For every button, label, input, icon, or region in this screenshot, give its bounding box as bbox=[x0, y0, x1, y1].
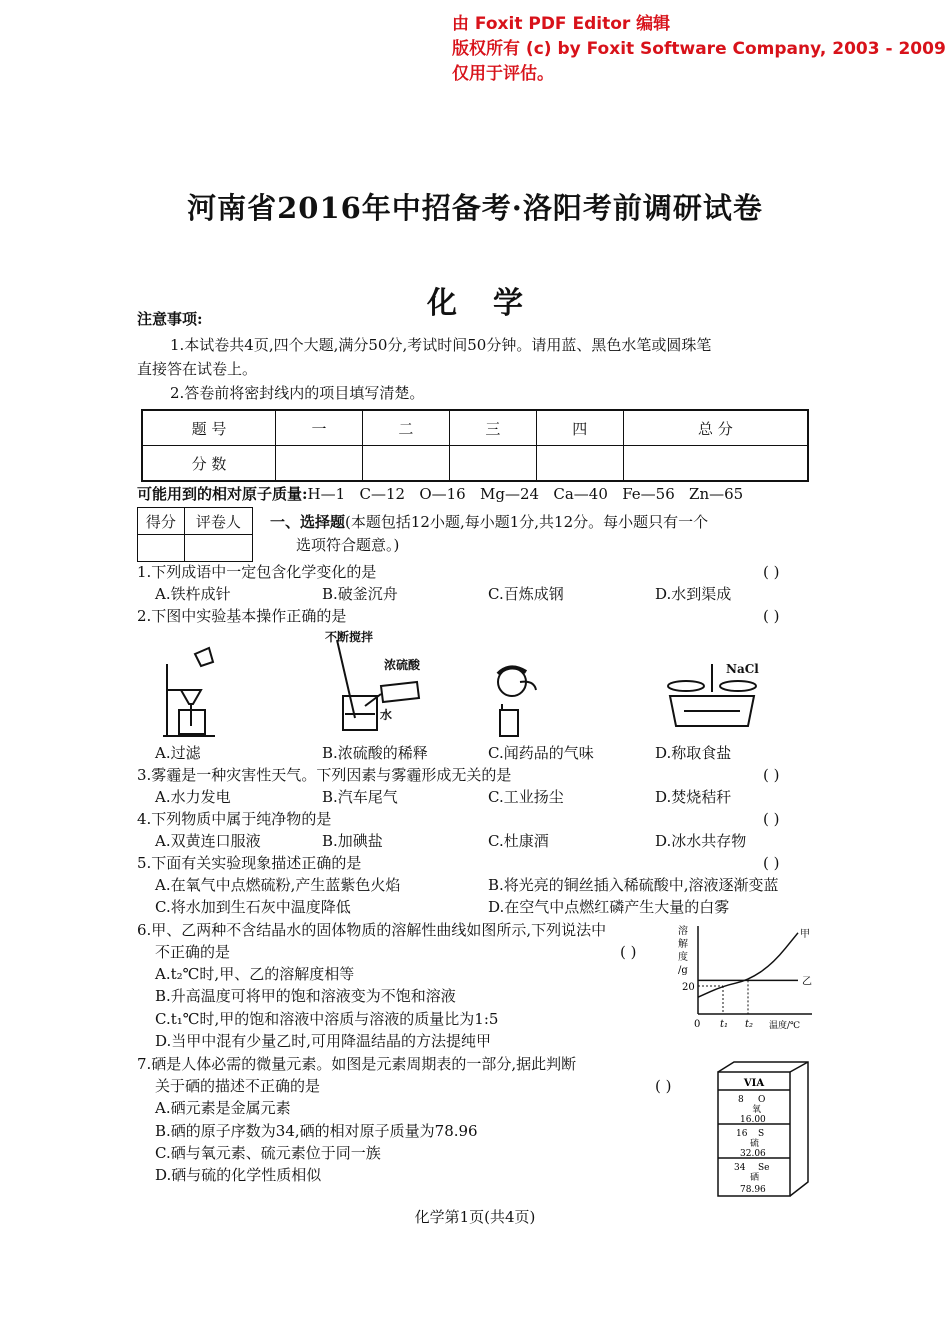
filtration-illustration bbox=[155, 640, 225, 740]
section-1-desc-b: 选项符合题意。) bbox=[296, 536, 400, 554]
sulfur-name: 硫 bbox=[750, 1139, 760, 1149]
watermark-line-3: 仅用于评估。 bbox=[452, 64, 554, 84]
score-cell[interactable] bbox=[623, 446, 808, 482]
grader-score-cell[interactable] bbox=[138, 535, 185, 562]
q6-option-d[interactable]: D.当甲中混有少量乙时,可用降温结晶的方法提纯甲 bbox=[155, 1032, 492, 1050]
q2-answer-paren[interactable]: ( ) bbox=[763, 607, 780, 625]
selenium-number: 34 bbox=[734, 1163, 746, 1173]
y-axis-label-1: 溶 bbox=[678, 926, 688, 937]
sulfur-symbol: S bbox=[758, 1129, 765, 1139]
y-axis-label-2: 解 bbox=[678, 939, 688, 950]
page-footer: 化学第1页(共4页) bbox=[414, 1208, 536, 1226]
q6-option-b[interactable]: B.升高温度可将甲的饱和溶液变为不饱和溶液 bbox=[155, 987, 456, 1005]
label-nacl: NaCl bbox=[726, 662, 759, 676]
score-cell[interactable] bbox=[449, 446, 536, 482]
q1-option-d[interactable]: D.水到渠成 bbox=[655, 585, 732, 603]
q6-option-c[interactable]: C.t₁℃时,甲的饱和溶液中溶质与溶液的质量比为1:5 bbox=[155, 1010, 499, 1028]
q7-option-c[interactable]: C.硒与氧元素、硫元素位于同一族 bbox=[155, 1144, 381, 1162]
score-table-header-row bbox=[142, 410, 808, 446]
sulfur-number: 16 bbox=[736, 1129, 748, 1139]
score-table-score-row bbox=[142, 446, 808, 482]
x-tick-t1: t₁ bbox=[720, 1019, 729, 1030]
q2-option-b[interactable]: B.浓硫酸的稀释 bbox=[322, 744, 428, 762]
q6-answer-paren[interactable]: ( ) bbox=[620, 943, 637, 961]
sulfur-mass: 32.06 bbox=[740, 1149, 766, 1159]
q4-option-d[interactable]: D.冰水共存物 bbox=[655, 832, 747, 850]
q3-option-b[interactable]: B.汽车尾气 bbox=[322, 788, 398, 806]
oxygen-symbol: O bbox=[758, 1095, 766, 1105]
section-1-desc bbox=[270, 511, 708, 533]
grader-score-label: 得分 bbox=[138, 508, 185, 535]
q7-stem-b: 关于硒的描述不正确的是 bbox=[155, 1077, 321, 1095]
q6-option-a[interactable]: A.t₂℃时,甲、乙的溶解度相等 bbox=[155, 965, 355, 983]
y-axis-label-3: 度 bbox=[678, 952, 688, 963]
foxit-watermark bbox=[452, 12, 946, 87]
q6-stem-a: 6.甲、乙两种不含结晶水的固体物质的溶解性曲线如图所示,下列说法中 bbox=[137, 921, 607, 939]
atomic-mass-values: H—1 C—12 O—16 Mg—24 Ca—40 Fe—56 Zn—65 bbox=[307, 485, 744, 503]
x-axis-label: 温度/℃ bbox=[769, 1021, 801, 1031]
header-cell: 三 bbox=[449, 410, 536, 446]
y-axis-label-4: /g bbox=[678, 965, 688, 976]
q7-stem-a: 7.硒是人体必需的微量元素。如图是元素周期表的一部分,据此判断 bbox=[137, 1055, 577, 1073]
group-label: VIA bbox=[743, 1078, 765, 1089]
q6-stem-b: 不正确的是 bbox=[155, 943, 231, 961]
x-tick-0: 0 bbox=[694, 1019, 701, 1030]
q3-option-c[interactable]: C.工业扬尘 bbox=[488, 788, 564, 806]
q4-option-c[interactable]: C.杜康酒 bbox=[488, 832, 549, 850]
q1-option-a[interactable]: A.铁杵成针 bbox=[155, 585, 231, 603]
smelling-illustration bbox=[490, 660, 550, 740]
q1-option-c[interactable]: C.百炼成钢 bbox=[488, 585, 564, 603]
q1-stem: 1.下列成语中一定包含化学变化的是 bbox=[137, 563, 377, 581]
subject-char-2: 学 bbox=[493, 286, 523, 321]
selenium-mass: 78.96 bbox=[740, 1185, 766, 1195]
grader-table bbox=[137, 507, 253, 562]
header-cell: 一 bbox=[276, 410, 363, 446]
section-1-heading: 一、选择题 bbox=[270, 513, 346, 531]
watermark-line-2: 版权所有 (c) by Foxit Software Company, 2003 - 2009 bbox=[452, 39, 946, 59]
series-yi-label: 乙 bbox=[802, 976, 812, 988]
section-1-desc-a: (本题包括12小题,每小题1分,共12分。每小题只有一个 bbox=[345, 513, 709, 531]
q3-option-a[interactable]: A.水力发电 bbox=[155, 788, 231, 806]
q7-answer-paren[interactable]: ( ) bbox=[655, 1077, 672, 1095]
q4-option-b[interactable]: B.加碘盐 bbox=[322, 832, 383, 850]
q4-option-a[interactable]: A.双黄连口服液 bbox=[155, 832, 261, 850]
solubility-chart bbox=[672, 922, 822, 1034]
score-cell[interactable] bbox=[362, 446, 449, 482]
q1-option-b[interactable]: B.破釜沉舟 bbox=[322, 585, 398, 603]
q3-stem: 3.雾霾是一种灾害性天气。下列因素与雾霾形成无关的是 bbox=[137, 766, 512, 784]
header-cell: 四 bbox=[536, 410, 623, 446]
notice-item-2: 2.答卷前将密封线内的项目填写清楚。 bbox=[170, 384, 425, 402]
label-water: 水 bbox=[380, 708, 393, 722]
oxygen-name: 氧 bbox=[752, 1105, 762, 1115]
watermark-line-1: 由 Foxit PDF Editor 编辑 bbox=[452, 14, 671, 34]
oxygen-mass: 16.00 bbox=[740, 1115, 766, 1125]
atomic-mass-line bbox=[137, 483, 743, 505]
q3-option-d[interactable]: D.焚烧秸秆 bbox=[655, 788, 732, 806]
q5-answer-paren[interactable]: ( ) bbox=[763, 854, 780, 872]
score-cell[interactable] bbox=[276, 446, 363, 482]
q4-answer-paren[interactable]: ( ) bbox=[763, 810, 780, 828]
notice-item-1a: 1.本试卷共4页,四个大题,满分50分,考试时间50分钟。请用蓝、黑色水笔或圆珠笔 bbox=[170, 336, 712, 354]
q5-stem: 5.下面有关实验现象描述正确的是 bbox=[137, 854, 362, 872]
q5-option-d[interactable]: D.在空气中点燃红磷产生大量的白雾 bbox=[488, 898, 730, 916]
series-jia-label: 甲 bbox=[800, 928, 810, 940]
label-stirring: 不断搅拌 bbox=[325, 630, 374, 644]
grader-name-cell[interactable] bbox=[184, 535, 252, 562]
q2-option-a[interactable]: A.过滤 bbox=[155, 744, 201, 762]
q5-option-b[interactable]: B.将光亮的铜丝插入稀硫酸中,溶液逐渐变蓝 bbox=[488, 876, 779, 894]
q7-option-a[interactable]: A.硒元素是金属元素 bbox=[155, 1099, 291, 1117]
header-cell: 题 号 bbox=[142, 410, 276, 446]
q3-answer-paren[interactable]: ( ) bbox=[763, 766, 780, 784]
q7-option-d[interactable]: D.硒与硫的化学性质相似 bbox=[155, 1166, 322, 1184]
q7-option-b[interactable]: B.硒的原子序数为34,硒的相对原子质量为78.96 bbox=[155, 1122, 478, 1140]
q1-answer-paren[interactable]: ( ) bbox=[763, 563, 780, 581]
header-cell: 总 分 bbox=[623, 410, 808, 446]
q5-option-a[interactable]: A.在氧气中点燃硫粉,产生蓝紫色火焰 bbox=[155, 876, 401, 894]
series-jia-line bbox=[698, 933, 798, 997]
selenium-name: 硒 bbox=[750, 1173, 760, 1183]
grader-name-label: 评卷人 bbox=[184, 508, 252, 535]
q2-stem: 2.下图中实验基本操作正确的是 bbox=[137, 607, 347, 625]
periodic-table-fragment bbox=[714, 1058, 814, 1200]
subject-char-1: 化 bbox=[427, 286, 457, 321]
q2-option-d[interactable]: D.称取食盐 bbox=[655, 744, 732, 762]
atomic-mass-label: 可能用到的相对原子质量: bbox=[137, 485, 308, 503]
selenium-symbol: Se bbox=[758, 1163, 770, 1173]
header-cell: 二 bbox=[362, 410, 449, 446]
oxygen-number: 8 bbox=[738, 1095, 744, 1105]
label-concentrated-acid: 浓硫酸 bbox=[384, 658, 421, 672]
score-table bbox=[141, 409, 809, 482]
q2-option-c[interactable]: C.闻药品的气味 bbox=[488, 744, 594, 762]
notice-item-1b: 直接答在试卷上。 bbox=[137, 360, 258, 378]
x-tick-t2: t₂ bbox=[745, 1019, 754, 1030]
q5-option-c[interactable]: C.将水加到生石灰中温度降低 bbox=[155, 898, 351, 916]
row-label: 分 数 bbox=[142, 446, 276, 482]
score-cell[interactable] bbox=[536, 446, 623, 482]
notice-heading: 注意事项: bbox=[137, 310, 203, 328]
q4-stem: 4.下列物质中属于纯净物的是 bbox=[137, 810, 332, 828]
exam-title: 河南省2016年中招备考·洛阳考前调研试卷 bbox=[187, 191, 763, 225]
y-tick-20: 20 bbox=[682, 982, 695, 993]
